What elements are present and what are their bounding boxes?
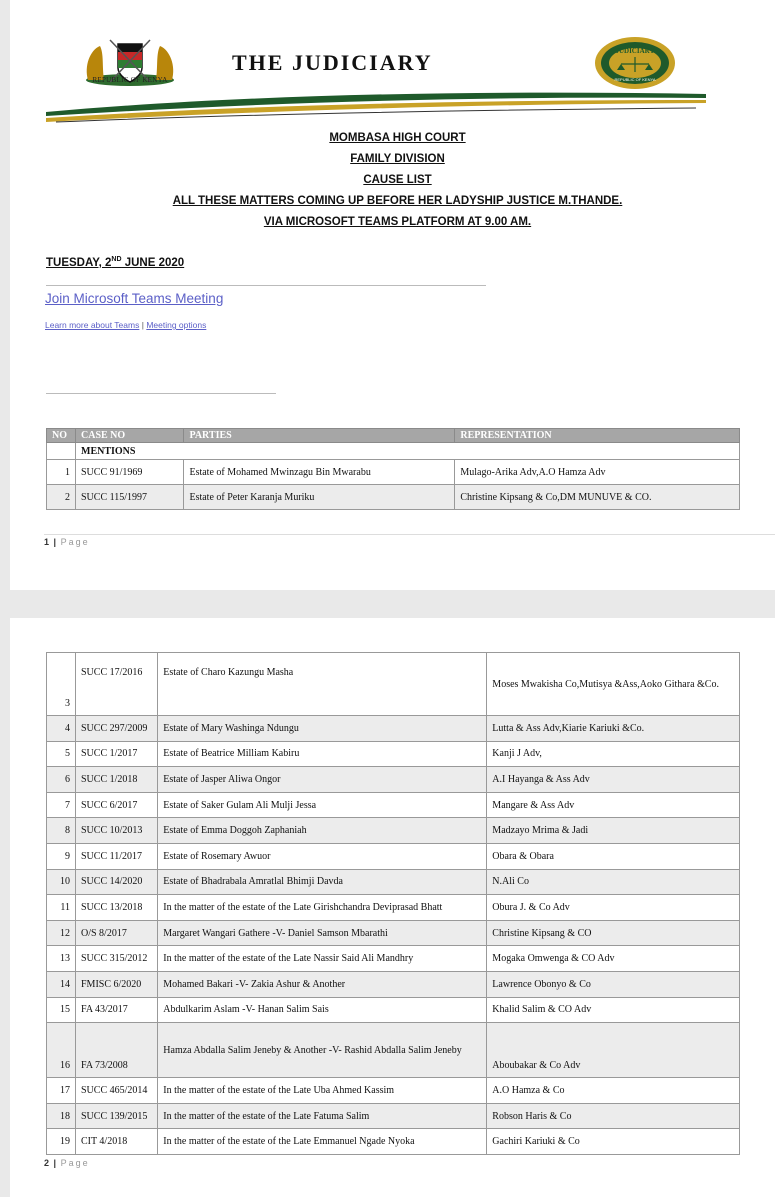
cell-case-no: SUCC 91/1969	[76, 460, 184, 485]
cell-no: 10	[47, 869, 76, 895]
cell-parties: Estate of Emma Doggoh Zaphaniah	[158, 818, 487, 844]
cell-parties: Estate of Mary Washinga Ndungu	[158, 716, 487, 742]
page-word: Page	[60, 1158, 90, 1168]
cell-no: 17	[47, 1078, 76, 1104]
cell-case-no: O/S 8/2017	[76, 920, 158, 946]
cell-no: 6	[47, 767, 76, 793]
cell-representation: A.I Hayanga & Ass Adv	[487, 767, 740, 793]
cell-parties: In the matter of the estate of the Late Girishchandra Deviprasad Bhatt	[158, 895, 487, 921]
date-suffix-sup: ND	[111, 256, 122, 263]
table-row	[47, 818, 740, 844]
col-case-header: CASE NO	[76, 429, 184, 443]
page-number: 2	[44, 1158, 50, 1168]
division-name: FAMILY DIVISION	[350, 153, 445, 165]
table-row	[47, 895, 740, 921]
cell-case-no: SUCC 1/2017	[76, 741, 158, 767]
cell-no: 9	[47, 843, 76, 869]
cell-case-no: FA 43/2017	[76, 997, 158, 1023]
table-row	[47, 767, 740, 793]
table-row	[47, 1023, 740, 1078]
cell-parties: Mohamed Bakari -V- Zakia Ashur & Another	[158, 971, 487, 997]
cell-no: 1	[47, 460, 76, 485]
table-row	[47, 843, 740, 869]
cell-case-no: FA 73/2008	[76, 1023, 158, 1078]
cell-case-no: FMISC 6/2020	[76, 971, 158, 997]
cell-case-no: SUCC 1/2018	[76, 767, 158, 793]
table-row	[47, 869, 740, 895]
cell-no: 7	[47, 792, 76, 818]
cell-representation: Lutta & Ass Adv,Kiarie Kariuki &Co.	[487, 716, 740, 742]
page-sep: |	[53, 537, 57, 547]
cell-parties: Estate of Mohamed Mwinzagu Bin Mwarabu	[184, 460, 455, 485]
cell-representation: Moses Mwakisha Co,Mutisya &Ass,Aoko Githara &Co.	[487, 653, 740, 716]
cause-list-table-page1	[46, 428, 740, 510]
cell-no: 16	[47, 1023, 76, 1078]
cause-list-table-page2	[46, 652, 740, 1155]
table-row	[47, 1129, 740, 1155]
cell-no: 8	[47, 818, 76, 844]
page-number: 1	[44, 537, 50, 547]
link-separator: |	[141, 320, 144, 330]
document-page-1	[10, 0, 775, 590]
judiciary-seal-icon	[593, 36, 677, 90]
cell-parties: In the matter of the estate of the Late Emmanuel Ngade Nyoka	[158, 1129, 487, 1155]
page-sep: |	[53, 1158, 57, 1168]
table-row	[47, 946, 740, 972]
table-row	[47, 792, 740, 818]
footer-rule	[44, 534, 775, 535]
table-row	[47, 741, 740, 767]
table-row	[47, 485, 740, 510]
cell-representation: Aboubakar & Co Adv	[487, 1023, 740, 1078]
table-header-row	[47, 429, 740, 443]
cell-parties: In the matter of the estate of the Late Uba Ahmed Kassim	[158, 1078, 487, 1104]
document-page-2	[10, 618, 775, 1197]
cell-no: 15	[47, 997, 76, 1023]
cell-case-no: SUCC 17/2016	[76, 653, 158, 716]
coat-caption: REPUBLIC OF KENYA	[92, 76, 168, 84]
cell-representation: Christine Kipsang & CO	[487, 920, 740, 946]
cell-parties: Estate of Peter Karanja Muriku	[184, 485, 455, 510]
cell-parties: Margaret Wangari Gathere -V- Daniel Samson Mbarathi	[158, 920, 487, 946]
cell-case-no: SUCC 13/2018	[76, 895, 158, 921]
cell-no: 13	[47, 946, 76, 972]
date-month-year: JUNE 2020	[121, 256, 185, 269]
join-teams-link[interactable]: Join Microsoft Teams Meeting	[45, 291, 224, 306]
hearing-date	[46, 256, 184, 269]
table-row	[47, 460, 740, 485]
page-footer-2	[44, 1158, 90, 1168]
cell-representation: Obura J. & Co Adv	[487, 895, 740, 921]
cell-no: 4	[47, 716, 76, 742]
col-parties-header: PARTIES	[184, 429, 455, 443]
page-title: THE JUDICIARY	[232, 50, 433, 75]
cell-no: 14	[47, 971, 76, 997]
cell-no: 5	[47, 741, 76, 767]
cell-representation: Mangare & Ass Adv	[487, 792, 740, 818]
divider	[46, 393, 276, 394]
cell-representation: Mogaka Omwenga & CO Adv	[487, 946, 740, 972]
table-row	[47, 1078, 740, 1104]
cell-no: 12	[47, 920, 76, 946]
cell-representation: N.Ali Co	[487, 869, 740, 895]
cell-parties: Estate of Charo Kazungu Masha	[158, 653, 487, 716]
date-prefix: TUESDAY, 2	[46, 256, 112, 269]
cell-representation: Lawrence Obonyo & Co	[487, 971, 740, 997]
cell-representation: Robson Haris & Co	[487, 1103, 740, 1129]
seal-caption: REPUBLIC OF KENYA	[614, 77, 656, 82]
cell-no: 18	[47, 1103, 76, 1129]
cell-no: 11	[47, 895, 76, 921]
section-row	[47, 443, 740, 460]
cell-case-no: SUCC 10/2013	[76, 818, 158, 844]
table-row	[47, 971, 740, 997]
seal-text: JUDICIARY	[615, 47, 655, 55]
learn-more-link[interactable]: Learn more about Teams	[45, 320, 140, 330]
cell-parties: Estate of Jasper Aliwa Ongor	[158, 767, 487, 793]
cell-parties: Hamza Abdalla Salim Jeneby & Another -V- Rashid Abdalla Salim Jeneby	[158, 1023, 487, 1078]
cell-parties: Estate of Beatrice Milliam Kabiru	[158, 741, 487, 767]
cell-parties: In the matter of the estate of the Late Nassir Said Ali Mandhry	[158, 946, 487, 972]
court-name: MOMBASA HIGH COURT	[329, 132, 466, 144]
cell-representation: Gachiri Kariuki & Co	[487, 1129, 740, 1155]
cell-parties: In the matter of the estate of the Late Fatuma Salim	[158, 1103, 487, 1129]
cell-case-no: SUCC 11/2017	[76, 843, 158, 869]
cell-representation: Christine Kipsang & Co,DM MUNUVE & CO.	[455, 485, 740, 510]
divider	[46, 285, 486, 286]
judge-line: ALL THESE MATTERS COMING UP BEFORE HER LADYSHIP JUSTICE M.THANDE.	[172, 195, 623, 207]
cell-no: 3	[47, 653, 76, 716]
cell-case-no: SUCC 115/1997	[76, 485, 184, 510]
header-swoosh	[46, 88, 706, 128]
platform-line: VIA MICROSOFT TEAMS PLATFORM AT 9.00 AM.	[263, 216, 532, 228]
teams-links	[45, 320, 206, 330]
cell-case-no: SUCC 139/2015	[76, 1103, 158, 1129]
cell-representation: Obara & Obara	[487, 843, 740, 869]
table-row	[47, 997, 740, 1023]
cell-no: 2	[47, 485, 76, 510]
cell-parties: Estate of Bhadrabala Amratlal Bhimji Davda	[158, 869, 487, 895]
cell-case-no: SUCC 6/2017	[76, 792, 158, 818]
cell-parties: Estate of Rosemary Awuor	[158, 843, 487, 869]
col-no-header: NO	[47, 429, 76, 443]
cell-case-no: CIT 4/2018	[76, 1129, 158, 1155]
cell-case-no: SUCC 315/2012	[76, 946, 158, 972]
meeting-options-link[interactable]: Meeting options	[146, 320, 207, 330]
cell-representation: Mulago-Arika Adv,A.O Hamza Adv	[455, 460, 740, 485]
table-row	[47, 920, 740, 946]
cell-case-no: SUCC 465/2014	[76, 1078, 158, 1104]
col-rep-header: REPRESENTATION	[455, 429, 740, 443]
cell-representation: Madzayo Mrima & Jadi	[487, 818, 740, 844]
table-row	[47, 653, 740, 716]
cell-case-no: SUCC 14/2020	[76, 869, 158, 895]
page-word: Page	[60, 537, 90, 547]
section-label: MENTIONS	[76, 443, 740, 460]
cell-representation: A.O Hamza & Co	[487, 1078, 740, 1104]
cause-list-title: CAUSE LIST	[363, 174, 432, 186]
cell-parties: Abdulkarim Aslam -V- Hanan Salim Sais	[158, 997, 487, 1023]
cell-representation: Khalid Salim & CO Adv	[487, 997, 740, 1023]
cell-no: 19	[47, 1129, 76, 1155]
table-row	[47, 1103, 740, 1129]
table-row	[47, 716, 740, 742]
cell-representation: Kanji J Adv,	[487, 741, 740, 767]
section-spacer	[47, 443, 76, 460]
page-footer-1	[44, 537, 90, 547]
cell-case-no: SUCC 297/2009	[76, 716, 158, 742]
cell-parties: Estate of Saker Gulam Ali Mulji Jessa	[158, 792, 487, 818]
